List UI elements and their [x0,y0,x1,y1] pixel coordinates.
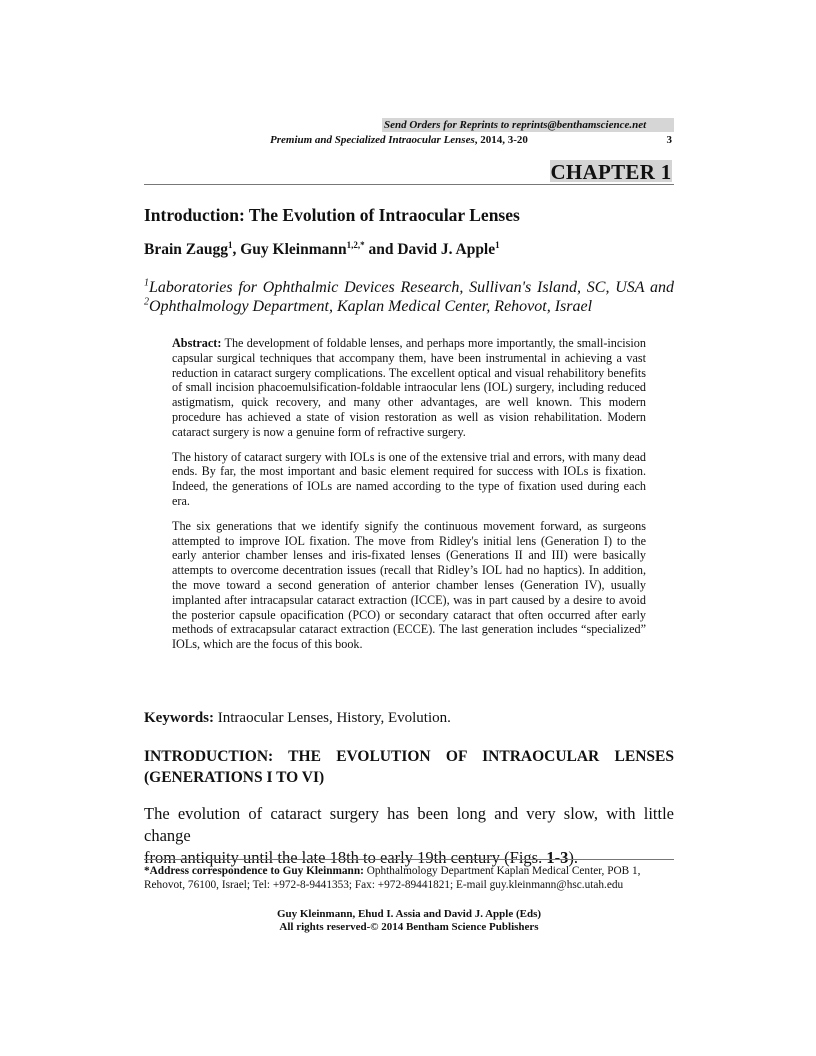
figure-reference-link[interactable]: 1-3 [546,848,569,867]
correspondence-footnote [144,864,676,892]
affiliation-mark: 2 [144,296,149,308]
keywords-text: Intraocular Lenses, History, Evolution. [214,710,451,726]
editors-line: Guy Kleinmann, Ehud I. Assia and David J. Apple (Eds) [276,908,542,920]
intro-text: ). [568,848,578,867]
rights-line: All rights reserved-© 2014 Bentham Science Publishers [279,921,539,933]
abstract-paragraph: The history of cataract surgery with IOLs is one of the extensive trial and errors, with many dead ends. By far, the most important and basic element required for success with IOLs is fixation. Indeed, the generations of IOLs are named according to the type of fixation used during each era. [172,449,646,508]
page-number: 3 [666,134,672,146]
author-affiliation-mark: 1,2,* [346,239,365,250]
affiliation-mark: 1 [144,277,149,289]
section-heading-line: (GENERATIONS I TO VI) [144,769,325,786]
affiliation-text: Laboratories for Ophthalmic Devices Research, Sullivan's Island, SC, USA and [149,279,674,296]
affiliation-text: Ophthalmology Department, Kaplan Medical Center, Rehovot, Israel [149,298,593,315]
abstract-paragraph: The six generations that we identify signify the continuous movement forward, as surgeons attempted to improve IOL fixation. The move from Ridley's initial lens (Generation I) to the early anterior chamber lenses and iris-fixated lenses (Generations II and III) were basically attempts to overcome decentration issues (recall that Ridley’s IOL had no haptics). In addition, the move toward a second generation of anterior chamber lenses (Generation IV), usually implanted after intracapsular cataract extraction (ICCE), was in part caused by a desire to avoid the posterior capsule opacification (PCO) or secondary cataract that often occurred after early methods of extracapsular cataract extraction (ECCE). The last generation includes “specialized” IOLs, which are the focus of this book. [172,518,646,652]
footnote-divider [144,859,674,860]
section-heading [144,746,674,788]
author-separator: and [364,241,398,258]
keywords-label: Keywords: [144,710,214,726]
author-name: Guy Kleinmann [240,241,347,258]
abstract-text: The development of foldable lenses, and perhaps more importantly, the small-incision capsular surgical techniques that accompany them, have been instrumental in achieving a vast reduction in cataract surgery complications. The excellent optical and visual rehabilitory benefits of small incision phacoemulsification-foldable intraocular lens (IOL) surgery, including reduced astigmatism, quick recovery, and many other advantages, are well known. This modern procedure has achieved a state of vision restoration as well as vision rehabilitation. Modern cataract surgery is now a genuine form of refractive surgery. [172,336,646,439]
header-divider [144,184,674,185]
intro-line: The evolution of cataract surgery has been long and very slow, with little change [144,804,674,845]
publisher-footer [144,908,674,934]
reprint-notice [382,118,674,132]
paper-title: Introduction: The Evolution of Intraocular Lenses [144,205,520,225]
abstract-paragraph [172,336,646,440]
author-name: David J. Apple [397,241,496,258]
abstract-label: Abstract: [172,336,222,350]
author-affiliation-mark: 1 [227,239,233,250]
footnote-text: Ophthalmology Department Kaplan Medical Center, POB 1, Rehovot, 76100, Israel; Tel: +972-8-9441353; Fax: +972-89441821; E-mail guy.kleinmann@hsc.utah.edu [144,865,641,891]
author-name: Brain Zaugg [144,241,228,258]
author-affiliation-mark: 1 [495,239,500,250]
chapter-label: CHAPTER 1 [550,160,672,184]
reprint-text: Send Orders for Reprints to reprints@benthamscience.net [384,119,647,131]
footnote-label: *Address correspondence to Guy Kleinmann: [144,865,364,877]
section-heading-line: INTRODUCTION: THE EVOLUTION OF INTRAOCULAR LENSES [144,748,674,765]
journal-header [270,134,674,147]
journal-name: Premium and Specialized Intraocular Lenses [270,134,475,146]
journal-citation: , 2014, 3-20 [474,134,528,146]
author-separator: , [232,241,241,258]
abstract [172,336,646,662]
affiliations [144,278,674,316]
affiliation-1 [144,278,674,297]
author-list [144,240,674,260]
intro-text: from antiquity until the late 18th to early 19th century (Figs. [144,848,547,867]
affiliation-2 [144,297,674,316]
keywords [144,709,674,727]
